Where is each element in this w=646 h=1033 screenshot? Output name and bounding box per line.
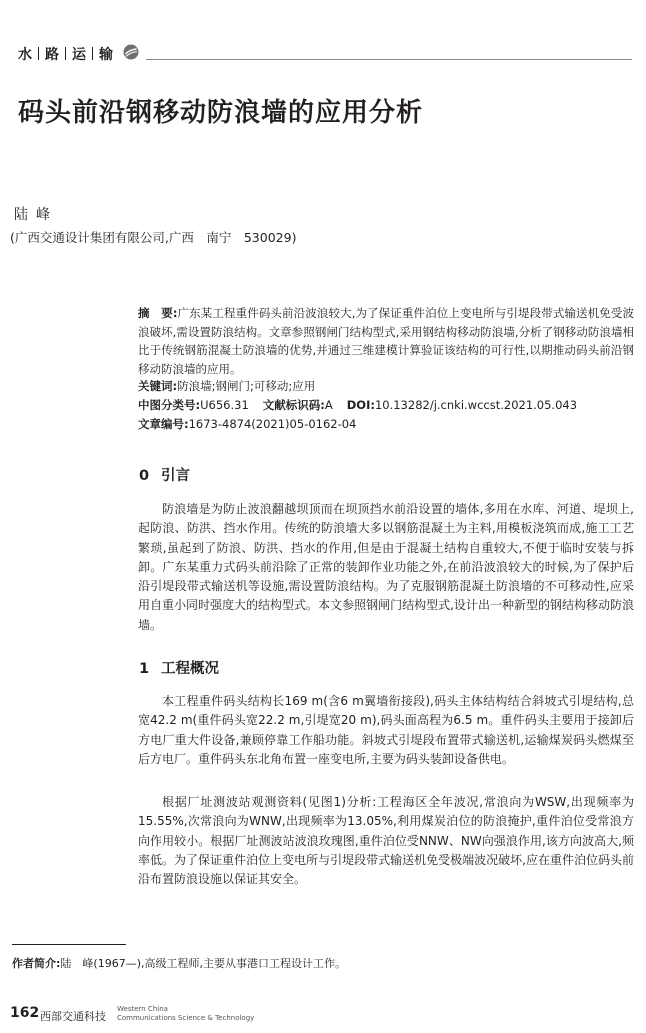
keywords-line [138,378,315,394]
keywords: 防浪墙;钢闸门;可移动;应用 [177,379,316,393]
article-number: 1673-4874(2021)05-0162-04 [188,417,357,431]
body-paragraph: 根据厂址测波站观测资料(见图1)分析:工程海区全年波况,常浪向为WSW,出现频率为15.55%,次常浪向为WNW,出现频率为13.05%,利用煤炭泊位的防浪掩护,重件泊位受常浪方向作用较小。根据厂址测波站波浪玫瑰图,重件泊位受NNW、NW向强浪作用,该方向波高大,频率低。为了保证重件泊位上变电所与引堤段带式输送机免受极端波况破坏,应在重件泊位码头前沿布置防浪设施以保证其安全。 [138,795,634,887]
abstract-text: 广东某工程重件码头前沿波浪较大,为了保证重件泊位上变电所与引堤段带式输送机免受波浪破坏,需设置防浪结构。文章参照钢闸门结构型式,采用钢结构移动防浪墙,分析了钢移动防浪墙相比于传统钢筋混凝土防浪墙的优势,并通过三维建模计算验证该结构的可行性,以期推动码头前沿钢移动防浪墙的应用。 [138,306,634,376]
journal-name-en-line: Communications Science & Technology [117,1013,255,1022]
footnote-label: 作者简介: [12,957,61,970]
divider [65,47,66,60]
author-bio-footnote [12,955,346,971]
doc-code: A [324,398,333,412]
article-number-label: 文章编号: [138,417,189,431]
section-heading [139,657,219,678]
abstract [138,304,634,378]
section-number: 0 [139,468,150,484]
divider [92,47,93,60]
doc-code-label: 文献标识码: [262,398,325,412]
divider [38,47,39,60]
clc-code: U656.31 [200,398,249,412]
section-char: 水 [18,47,32,63]
section-heading [139,464,190,485]
journal-name-en-line: Western China [117,1005,168,1013]
section-title: 引言 [161,468,190,484]
article-number-line [138,416,356,432]
author-affiliation: (广西交通设计集团有限公司,广西 南宁 530029) [10,230,297,245]
journal-name-cn: 西部交通科技 [40,1010,106,1023]
doi-label: DOI: [346,398,375,412]
classification-line [138,397,577,413]
article-title: 码头前沿钢移动防浪墙的应用分析 [18,98,424,128]
body-paragraph: 防浪墙是为防止波浪翻越坝顶而在坝顶挡水前沿设置的墙体,多用在水库、河道、堤坝上,起防浪、防洪、挡水作用。传统的防浪墙大多以钢筋混凝土为主料,用模板浇筑而成,施工工艺繁琐,虽起到了防浪、防洪、挡水的作用,但是由于混凝土结构自重较大,不便于临时安装与拆卸。广东某重力式码头前沿除了正常的装卸作业功能之外,在前沿波浪较大的时候,为了保护后沿引堤段带式输送机等设施,需设置防浪结构。为了克服钢筋混凝土防浪墙的不可移动性,应采用自重小同时强度大的结构型式。本文参照钢闸门结构型式,设计出一种新型的钢结构移动防浪墙。 [138,502,634,632]
author-name: 陆峰 [14,207,58,223]
clc-label: 中图分类号: [138,398,201,412]
section-number: 1 [139,661,150,677]
section-label [18,44,113,64]
section-char: 输 [99,47,113,63]
keywords-label: 关键词: [138,379,178,393]
header-rule [146,59,632,60]
journal-name-en [117,1005,254,1022]
section-char: 运 [72,47,86,63]
page-number: 162 [10,1005,40,1021]
footnote-rule [12,944,126,945]
section-char: 路 [45,47,59,63]
section-title: 工程概况 [161,661,219,677]
abstract-label: 摘 要: [138,306,178,320]
body-paragraph: 本工程重件码头结构长169 m(含6 m翼墙衔接段),码头主体结构结合斜坡式引堤结构,总宽42.2 m(重件码头宽22.2 m,引堤宽20 m),码头面高程为6.5 m。重件码头主要用于接卸后方电厂重大件设备,兼顾停靠工作船功能。斜坡式引堤段布置带式输送机,运输煤炭码头燃煤至后方电厂。重件码头东北角布置一座变电所,主要为码头装卸设备供电。 [138,694,634,766]
circular-emblem-icon [123,44,139,60]
footnote-text: 陆 峰(1967—),高级工程师,主要从事港口工程设计工作。 [60,957,346,970]
doi: 10.13282/j.cnki.wccst.2021.05.043 [374,398,578,412]
